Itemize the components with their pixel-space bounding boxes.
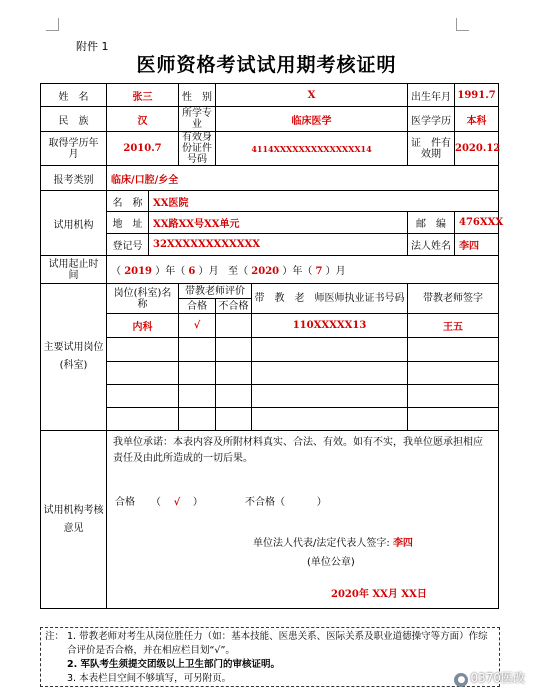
certificate-validity-label: 证 件有效期 bbox=[408, 132, 455, 166]
watermark-text: 0370医改 bbox=[470, 671, 525, 685]
position-pass bbox=[179, 408, 216, 431]
legal-person-label: 法人姓名 bbox=[408, 234, 455, 256]
note-item: 3. 本表栏目空间不够填写，可另附页。 bbox=[67, 673, 232, 684]
source-watermark bbox=[454, 669, 525, 687]
institution-address-label: 地 址 bbox=[107, 212, 149, 234]
position-dept bbox=[107, 362, 179, 385]
graduation-label: 取得学历年 月 bbox=[41, 132, 107, 166]
note-item: 2. 军队考生须提交团级以上卫生部门的审核证明。 bbox=[67, 659, 281, 670]
opinion-row bbox=[41, 431, 499, 609]
institution-row-registration bbox=[41, 234, 499, 256]
position-fail bbox=[216, 385, 252, 408]
position-row bbox=[41, 362, 499, 385]
start-year-unit: 年 bbox=[165, 266, 176, 277]
sign-date: 2020年 XX月 XX日 bbox=[331, 589, 427, 600]
fail-label: 不合格 bbox=[245, 497, 275, 508]
start-year: 2019 bbox=[124, 266, 153, 277]
name-value: 张三 bbox=[107, 84, 179, 107]
institution-address-value: XX路XX号XX单元 bbox=[149, 212, 408, 234]
position-dept bbox=[107, 385, 179, 408]
registration-label: 登记号 bbox=[107, 234, 149, 256]
graduation-value: 2010.7 bbox=[107, 132, 179, 166]
pass-check-mark: √ bbox=[173, 497, 181, 508]
position-row bbox=[41, 338, 499, 362]
crop-mark-top-left bbox=[46, 18, 59, 31]
registration-value: 32XXXXXXXXXXXX bbox=[149, 234, 408, 256]
positions-header-row-1 bbox=[41, 284, 499, 299]
period-to: 至 bbox=[228, 266, 239, 277]
crop-mark-top-right bbox=[456, 18, 469, 31]
degree-label: 医学学历 bbox=[408, 107, 455, 132]
position-sign bbox=[408, 362, 499, 385]
postcode-label: 邮 编 bbox=[408, 212, 455, 234]
end-month-unit: 月 bbox=[335, 266, 346, 277]
institution-row-name bbox=[41, 191, 499, 212]
wechat-icon: ● bbox=[454, 673, 468, 687]
signer-value: 李四 bbox=[392, 538, 413, 549]
pass-label: 合格 bbox=[115, 497, 135, 508]
col-sign-header: 带教老师签字 bbox=[408, 284, 499, 314]
name-label: 姓 名 bbox=[41, 84, 107, 107]
position-row bbox=[41, 385, 499, 408]
row-personal-1 bbox=[41, 84, 499, 107]
institution-name-label: 名 称 bbox=[107, 191, 149, 212]
position-sign: 王五 bbox=[408, 314, 499, 338]
position-row bbox=[41, 314, 499, 338]
institution-section-label: 试用机构 bbox=[41, 191, 107, 256]
position-license bbox=[252, 408, 408, 431]
position-license: 110XXXXX13 bbox=[252, 314, 408, 338]
position-sign bbox=[408, 385, 499, 408]
trial-period-value: （ 2019 ）年（ 6 ）月 至（ 2020 ）年（ 7 ）月 bbox=[107, 256, 499, 284]
legal-person-value: 李四 bbox=[455, 234, 499, 256]
category-label: 报考类别 bbox=[41, 166, 107, 191]
position-fail bbox=[216, 408, 252, 431]
position-dept: 内科 bbox=[107, 314, 179, 338]
signer-line bbox=[253, 534, 413, 549]
notes-list bbox=[67, 630, 495, 686]
signer-label: 单位法人代表/法定代表人签字: bbox=[253, 538, 390, 549]
major-label: 所学专业 bbox=[179, 107, 216, 132]
position-license bbox=[252, 362, 408, 385]
pass-option: 合格 （ √ ） bbox=[115, 497, 203, 508]
end-month: 7 bbox=[315, 266, 323, 277]
position-pass: √ bbox=[179, 314, 216, 338]
fail-option: 不合格（ ） bbox=[245, 497, 327, 508]
institution-name-value: XX医院 bbox=[149, 191, 499, 212]
ethnic-value: 汉 bbox=[107, 107, 179, 132]
trial-period-row bbox=[41, 256, 499, 284]
position-sign bbox=[408, 408, 499, 431]
page-title: 医师资格考试试用期考核证明 bbox=[136, 54, 397, 76]
ethnic-label: 民 族 bbox=[41, 107, 107, 132]
exam-certificate-table bbox=[40, 83, 504, 609]
degree-value: 本科 bbox=[455, 107, 499, 132]
notes-label: 注： bbox=[45, 631, 65, 642]
certificate-validity-value: 2020.12 bbox=[455, 132, 499, 166]
col-license-header: 带 教 老 师医师执业证书号码 bbox=[252, 284, 408, 314]
gender-value: X bbox=[216, 84, 408, 107]
position-license bbox=[252, 338, 408, 362]
postcode-value: 476XXX bbox=[455, 212, 499, 234]
birth-label: 出生年月 bbox=[408, 84, 455, 107]
position-license bbox=[252, 385, 408, 408]
position-row bbox=[41, 408, 499, 431]
col-eval-header: 带教老师评价 bbox=[179, 284, 252, 299]
id-number-label: 有效身份证件号码 bbox=[179, 132, 216, 166]
start-month-unit: 月 bbox=[208, 266, 219, 277]
end-year-unit: 年 bbox=[292, 266, 303, 277]
col-pass-header: 合格 bbox=[179, 299, 216, 314]
positions-section-label: 主要试用岗位(科室) bbox=[41, 284, 107, 431]
note-item: 1. 带教老师对考生从岗位胜任力（如：基本技能、医患关系、医际关系及职业道德操守等方面）作综合评价是否合格，并在相应栏目划“√”。 bbox=[67, 631, 488, 656]
start-month: 6 bbox=[188, 266, 196, 277]
end-year: 2020 bbox=[251, 266, 280, 277]
opinion-cell bbox=[107, 431, 499, 609]
attachment-label: 附件 1 bbox=[76, 40, 109, 53]
position-dept bbox=[107, 408, 179, 431]
position-pass bbox=[179, 385, 216, 408]
row-category bbox=[41, 166, 499, 191]
gender-label: 性 别 bbox=[179, 84, 216, 107]
row-personal-3 bbox=[41, 132, 499, 166]
notes-section bbox=[40, 627, 500, 687]
position-pass bbox=[179, 338, 216, 362]
position-dept bbox=[107, 338, 179, 362]
position-sign bbox=[408, 338, 499, 362]
major-value: 临床医学 bbox=[216, 107, 408, 132]
official-seal-label: (单位公章) bbox=[307, 557, 355, 568]
position-fail bbox=[216, 314, 252, 338]
position-fail bbox=[216, 362, 252, 385]
opinion-section-label: 试用机构考核意见 bbox=[41, 431, 107, 609]
row-personal-2 bbox=[41, 107, 499, 132]
institution-row-address bbox=[41, 212, 499, 234]
trial-period-label: 试用起止时 间 bbox=[41, 256, 107, 284]
commitment-statement: 我单位承诺：本表内容及所附材料真实、合法、有效。如有不实，我单位愿承担相应责任及由此所造成的一切后果。 bbox=[113, 437, 483, 464]
category-value: 临床/口腔/乡全 bbox=[107, 166, 499, 191]
position-pass bbox=[179, 362, 216, 385]
col-fail-header: 不合格 bbox=[216, 299, 252, 314]
position-fail bbox=[216, 338, 252, 362]
col-dept-header: 岗位(科室)名 称 bbox=[107, 284, 179, 314]
birth-value: 1991.7 bbox=[455, 84, 499, 107]
id-number-value: 4114XXXXXXXXXXXXXX14 bbox=[216, 132, 408, 166]
